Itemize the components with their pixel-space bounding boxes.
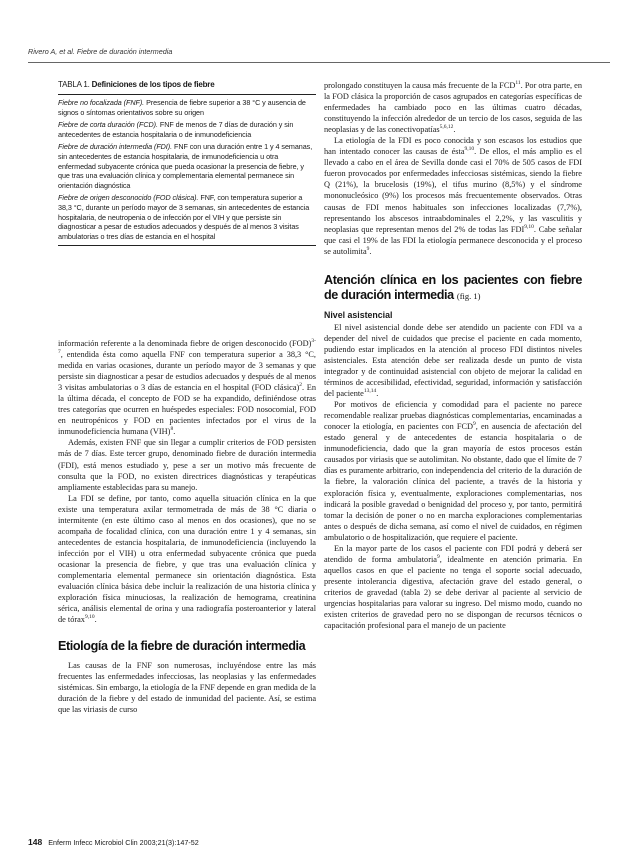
table-term: Fiebre de origen desconocido (FOD clásica). xyxy=(58,193,199,203)
journal-citation: Enferm Infecc Microbiol Clin 2003;21(3):147-52 xyxy=(48,838,199,847)
table-definition: FNF, con temperatura superior a 38,3 °C, durante un período mayor de 3 semanas, sin antecedentes de estancia hospitalaria, de neutropenia o de infección por el VIH y que persiste sin diagnosticar a pesar de estudios adecuados y después de al menos 3 visitas ambulatorias o tres días de estancia en el hospital xyxy=(58,193,310,241)
paragraph: Por motivos de eficiencia y comodidad para el paciente no parece recomendable realizar pruebas diagnósticas complementarias, encaminadas a conocer la etiología, en pacientes con FCD$^9$, en ausencia de afectación del estado general y de antecedentes de estancia hospitalaria o de inmunodeficiencia, dado que la gran mayoría de estos procesos están causados por viriasis que se autolimitan. No obstante, dado que el límite de 7 días es puramente arbitrario, con independencia del criterio de la duración de la fiebre, la valoración clínica del paciente, a través de la historia y exploración física y, eventualmente, exploraciones complementarias, nos indicará la posible gravedad o benignidad del proceso y, por tanto, permitirá tomar la decisión de poner o no en marcha exploraciones complementarias antes o después de dicha semana, así como el nivel de cuidados, en régimen ambulatorio o de hospitalización, que requiere el paciente. xyxy=(324,400,582,542)
table-top-rule xyxy=(58,94,316,95)
table-label: TABLA 1. xyxy=(58,80,90,89)
table-title-text: Definiciones de los tipos de fiebre xyxy=(91,80,215,89)
table-bottom-rule xyxy=(58,245,316,246)
table-entry-fcd xyxy=(58,120,316,139)
paragraph: información referente a la denominada fiebre de origen desconocido (FOD)$^{3-7}$, entendida ésta como aquella FNF con temperatura superior a 38,3 °C, medida en varias ocasiones, durante un período mayor de 3 semanas y que persiste sin diagnosticar a pesar de estudios adecuados y después de al menos 3 visitas ambulatorias o 3 días de estancia en el hospital (FOD clásica)$^2$. En la última década, el concepto de FOD se ha expandido, definiéndose otras tres categorías que ocurren en huéspedes especiales: FOD nosocomial, FOD en neutropénicos y FOD en pacientes infectados por el virus de la inmunodeficiencia humana (VIH)$^8$. xyxy=(58,338,316,437)
table-term: Fiebre de corta duración (FCD). xyxy=(58,120,158,130)
table-title xyxy=(58,80,316,92)
paragraph: En la mayor parte de los casos el paciente con FDI podrá y deberá ser atendido de forma ambulatoria$^9$, idealmente en atención primaria. En aquellos casos en que el paciente no tenga el soporte social adecuado, presente intolerancia digestiva, afectación grave del estado general, o criterios de gravedad (tabla 2) se debe derivar al paciente al servicio de urgencias hospitalarias para valorar su ingreso. Del mismo modo, cuando no existen criterios de gravedad pero no se dispongan de recursos técnicos o capacitación profesional para el manejo de un paciente xyxy=(324,543,583,631)
table-term: Fiebre no focalizada (FNF). xyxy=(58,98,145,107)
paragraph: El nivel asistencial donde debe ser atendido un paciente con FDI va a depender del nivel de cuidados que precise el paciente en cada momento, pudiendo estar implicados en la atención al proceso FDI distintos niveles asistenciales. Esta atención debe ser realizada desde un punto de vista integrador y de continuidad asistencial con objeto de mejorar la calidad en términos de accesibilidad, efectividad, seguridad, información y satisfacción del paciente$^{13,14}$. xyxy=(324,322,582,399)
page-number: 148 xyxy=(28,837,43,847)
figure-reference: (fig. 1) xyxy=(456,290,481,301)
table-definition: FNF con una duración entre 1 y 4 semanas, sin antecedentes de estancia hospitalaria, de inmunodeficiencia u otra enfermedad subyacente crónica que pueda ocasionar la presencia de fiebre, y que tras una evaluación clínica y complementaria elemental permanece sin orientación diagnóstica xyxy=(58,142,313,190)
table-entry-fnf xyxy=(58,98,316,117)
running-head: Rivero A, et al. Fiebre de duración intermedia xyxy=(28,47,173,56)
paragraph: La FDI se define, por tanto, como aquella situación clínica en la que existe una temperatura axilar termometrada de más de 38 °C diaria o intermitente (en este último caso al menos en dos ocasiones), que no se acompaña de focalidad clínica, con una duración entre 1 y 4 semanas, sin antecedentes de estancia hospitalaria, de inmunodeficiencia (incluyendo la infección por el VIH) u otra enfermedad subyacente crónica que pueda ocasionar la presencia de fiebre, y que tras una evaluación clínica y complementaria elemental permanece sin orientación diagnóstica. Esta evaluación clínica básica debe incluir la realización de una historia clínica y exploración física minuciosas, la realización de hemograma, creatinina sérica, análisis elemental de orina y una radiografía posteroanterior y lateral de tórax$^{9,10}$. xyxy=(58,493,316,625)
paragraph: La etiología de la FDI es poco conocida y son escasos los estudios que han intentado conocer las causas de ésta$^{9,10}$. De ellos, el más amplio es el llevado a cabo en el área de Sevilla donde casi el 70% de 505 casos de FDI fueron provocados por enfermedades infecciosas sistémicas, siendo la fiebre Q (21%), la brucelosis (19%), el tifus murino (8,5%) y el síndrome mononucleósico (9%) los procesos más frecuentemente observados. Otras causas de FDI menos habituales son infecciones localizadas (7,7%), representando los abscesos intraabdominales el 2,2%, y las vasculitis y neoplasias que representan menos del 2% de todas las FDI$^{9,10}$. Cabe señalar que casi el 19% de las FDI la etiología permanece desconocida y el proceso se autolimita$^9$. xyxy=(324,136,582,256)
heading-text: Atención clínica en los pacientes con fiebre de duración intermedia xyxy=(324,272,582,302)
header-rule xyxy=(28,62,610,63)
table-entry-fod xyxy=(58,193,316,241)
right-column xyxy=(324,80,582,631)
table-entry-fdi xyxy=(58,142,316,190)
paragraph: prolongado constituyen la causa más frecuente de la FCD$^{11}$. Por otra parte, en la FOD clásica la proporción de casos agrupados en categorías específicas de enfermedades ha cambiado poco en las últimas cuatro décadas, constituyendo la infección alrededor de un tercio de los casos, seguida de las neoplasias y de las conectivopatías$^{5,6,12}$. xyxy=(324,80,582,135)
page-footer xyxy=(28,837,199,847)
table-term: Fiebre de duración intermedia (FDI). xyxy=(58,142,173,152)
section-heading-atencion xyxy=(324,273,582,304)
subheading-nivel-asistencial: Nivel asistencial xyxy=(324,309,393,320)
paragraph: Además, existen FNF que sin llegar a cumplir criterios de FOD persisten más de 7 días. Este tercer grupo, denominado fiebre de duración intermedia (FDI), está menos estudiado y, pese a ser un motivo más frecuente de consulta que la FOD, no existen directrices diagnósticas y terapéuticas ampliamente establecidas para su manejo. xyxy=(58,438,316,492)
table-definitions xyxy=(58,80,316,246)
paragraph: Las causas de la FNF son numerosas, incluyéndose entre las más frecuentes las enfermedades infecciosas, las neoplasias y las enfermedades sistémicas. Sin embargo, la etiología de la FNF depende en gran medida de la duración de la fiebre y del estado de inmunidad del paciente. Así, se estima que las viriasis de curso xyxy=(58,661,316,715)
left-column xyxy=(58,338,316,715)
section-heading-etiologia: Etiología de la fiebre de duración intermedia xyxy=(58,639,306,654)
table-definition: Presencia de fiebre superior a 38 °C y ausencia de signos o síntomas orientativos sobre su origen xyxy=(58,98,306,117)
table-definition: FNF de menos de 7 días de duración y sin antecedentes de estancia hospitalaria o de inmunodeficiencia xyxy=(58,120,294,139)
